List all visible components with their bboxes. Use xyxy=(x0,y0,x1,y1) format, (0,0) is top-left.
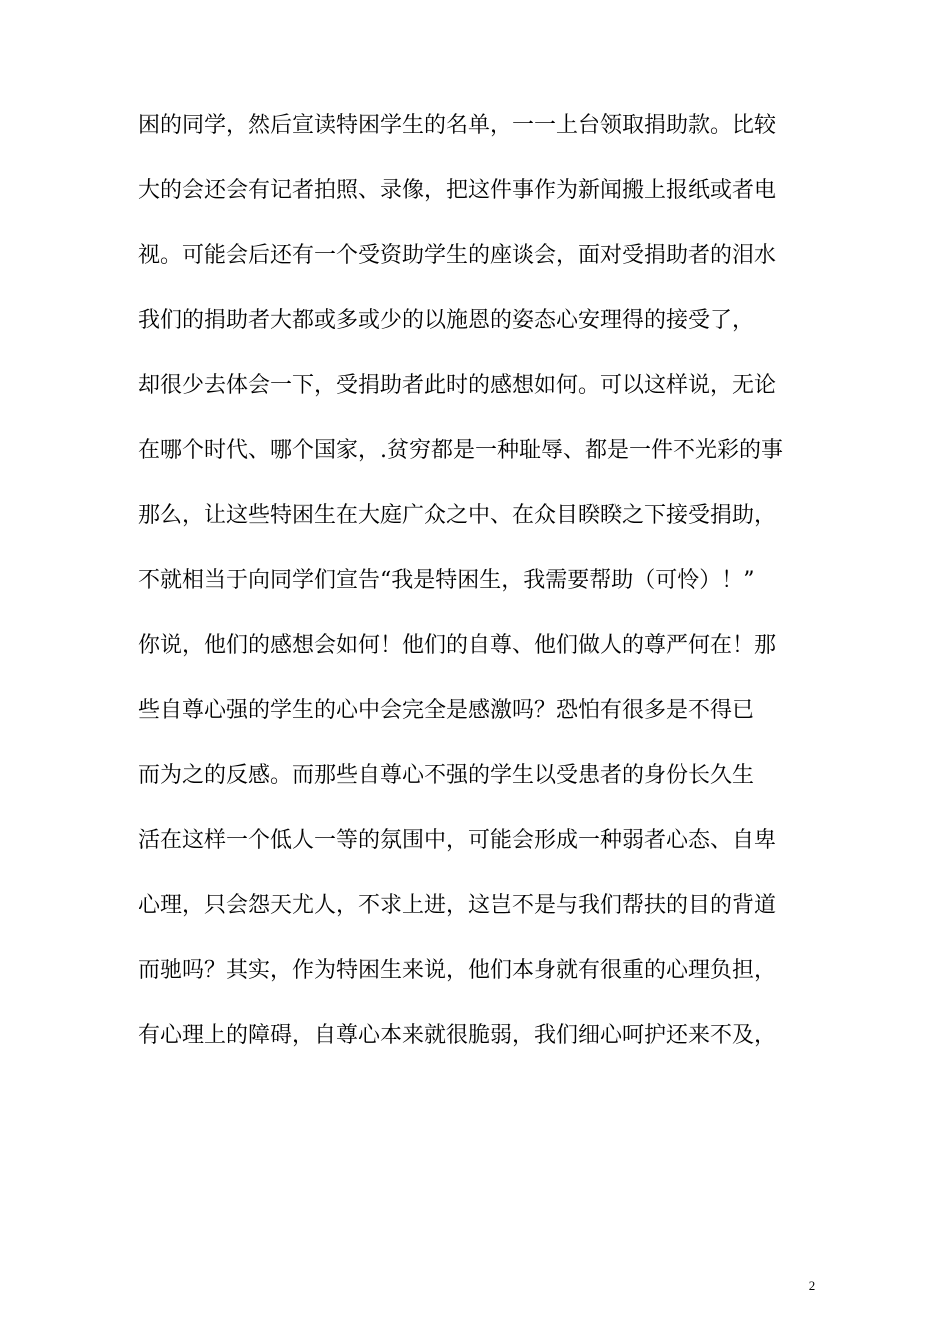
text-line-15: 有心理上的障碍，自尊心本来就很脆弱，我们细心呵护还来不及， xyxy=(138,1023,777,1048)
text-line-12: 活在这样一个低人一等的氛围中，可能会形成一种弱者心态、自卑 xyxy=(138,828,777,853)
text-line-1: 困的同学，然后宣读特困学生的名单，一一上台领取捐助款。比较 xyxy=(138,113,777,138)
text-line-5: 却很少去体会一下，受捐助者此时的感想如何。可以这样说，无论 xyxy=(138,373,777,398)
text-line-6: 在哪个时代、哪个国家，.贫穷都是一种耻辱、都是一件不光彩的事 xyxy=(138,438,783,463)
text-line-4: 我们的捐助者大都或多或少的以施恩的姿态心安理得的接受了， xyxy=(138,308,755,333)
body-text xyxy=(138,104,818,1079)
text-line-7: 那么，让这些特困生在大庭广众之中、在众目睽睽之下接受捐助， xyxy=(138,503,777,528)
page-number: 2 xyxy=(808,1278,816,1293)
text-line-2: 大的会还会有记者拍照、录像，把这件事作为新闻搬上报纸或者电 xyxy=(138,178,777,203)
text-line-3: 视。可能会后还有一个受资助学生的座谈会，面对受捐助者的泪水 xyxy=(138,243,777,268)
text-line-9: 你说，他们的感想会如何！他们的自尊、他们做人的尊严何在！那 xyxy=(138,633,777,658)
text-line-10: 些自尊心强的学生的心中会完全是感激吗？恐怕有很多是不得已 xyxy=(138,698,755,723)
text-line-11: 而为之的反感。而那些自尊心不强的学生以受患者的身份长久生 xyxy=(138,763,755,788)
text-line-8: 不就相当于向同学们宣告“我是特困生，我需要帮助（可怜）！” xyxy=(138,568,755,593)
text-line-14: 而驰吗？其实，作为特困生来说，他们本身就有很重的心理负担， xyxy=(138,958,777,983)
text-line-13: 心理，只会怨天尤人，不求上进，这岂不是与我们帮扶的目的背道 xyxy=(138,893,777,918)
